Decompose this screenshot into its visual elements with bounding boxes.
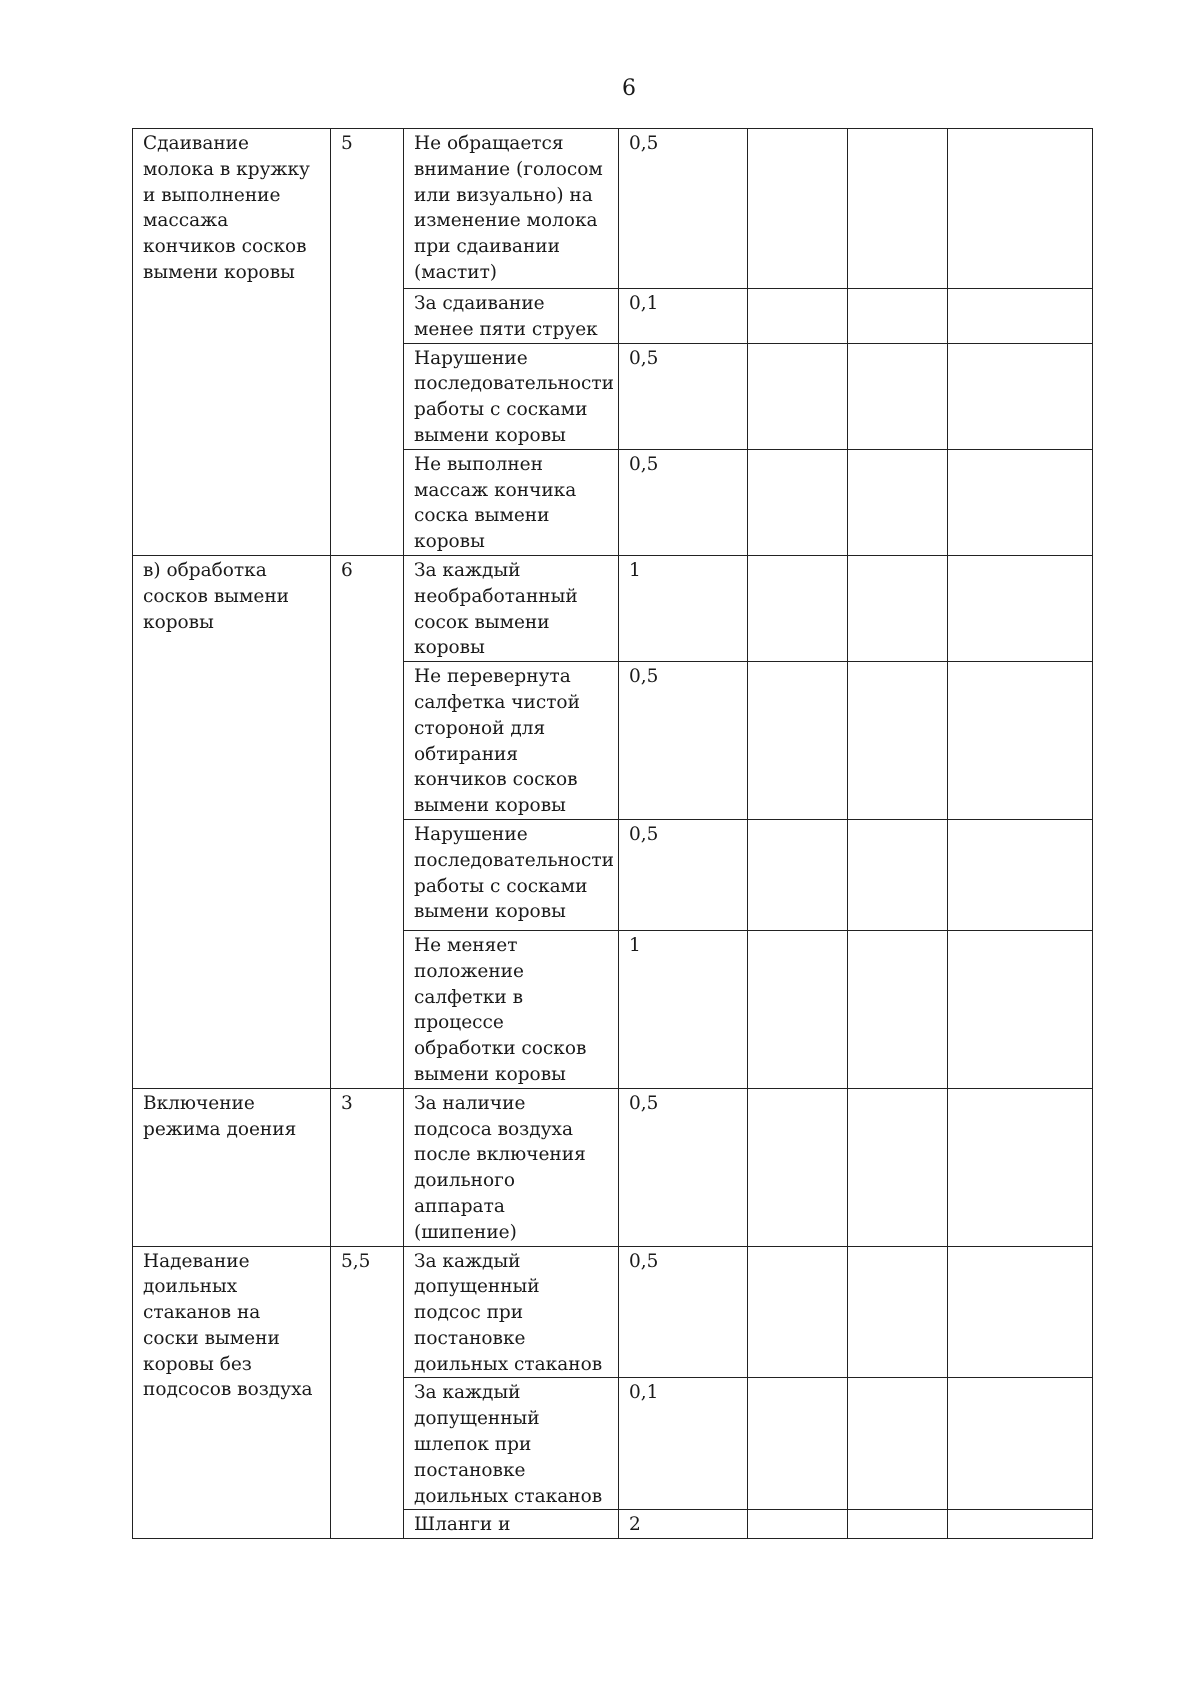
blank-cell [748,555,848,661]
criterion-text: Не меняет положение салфетки в процессе обработки сосков вымени коровы [404,930,619,1088]
blank-cell [848,1246,948,1378]
blank-cell [748,1246,848,1378]
penalty-value: 0,5 [619,1246,748,1378]
blank-cell [748,1510,848,1539]
blank-cell [848,819,948,930]
criterion-text: За каждый допущенный подсос при постановке доильных стаканов [404,1246,619,1378]
blank-cell [948,289,1093,344]
max-points: 3 [331,1088,404,1246]
blank-cell [948,1378,1093,1510]
blank-cell [848,129,948,289]
blank-cell [848,289,948,344]
blank-cell [748,1378,848,1510]
penalty-value: 0,5 [619,819,748,930]
blank-cell [848,1088,948,1246]
blank-cell [748,449,848,555]
table-row [133,129,1093,289]
penalty-value: 0,1 [619,289,748,344]
blank-cell [748,1088,848,1246]
criterion-text: За каждый допущенный шлепок при постановке доильных стаканов [404,1378,619,1510]
blank-cell [948,1246,1093,1378]
blank-cell [948,555,1093,661]
penalty-value: 0,5 [619,662,748,820]
blank-cell [848,930,948,1088]
criterion-text: Нарушение последовательности работы с сосками вымени коровы [404,819,619,930]
penalty-value: 1 [619,555,748,661]
table-row [133,555,1093,661]
penalty-value: 0,5 [619,343,748,449]
criterion-text: Шланги и [404,1510,619,1539]
criterion-text: За сдаивание менее пяти струек [404,289,619,344]
blank-cell [948,1088,1093,1246]
stage-name: Включение режима доения [133,1088,331,1246]
criterion-text: Не перевернута салфетка чистой стороной для обтирания кончиков сосков вымени коровы [404,662,619,820]
penalty-value: 0,5 [619,449,748,555]
blank-cell [848,1510,948,1539]
criterion-text: Не выполнен массаж кончика соска вымени коровы [404,449,619,555]
blank-cell [948,449,1093,555]
blank-cell [848,343,948,449]
criterion-text: За каждый необработанный сосок вымени коровы [404,555,619,661]
blank-cell [748,289,848,344]
blank-cell [848,1378,948,1510]
stage-name: в) обработка сосков вымени коровы [133,555,331,1088]
max-points: 5,5 [331,1246,404,1539]
blank-cell [748,819,848,930]
penalty-value: 0,5 [619,129,748,289]
blank-cell [948,129,1093,289]
criterion-text: Нарушение последовательности работы с сосками вымени коровы [404,343,619,449]
max-points: 5 [331,129,404,556]
criterion-text: За наличие подсоса воздуха после включения доильного аппарата (шипение) [404,1088,619,1246]
penalty-value: 1 [619,930,748,1088]
table-row [133,1088,1093,1246]
blank-cell [748,343,848,449]
page-number: 6 [622,76,636,101]
blank-cell [748,662,848,820]
max-points: 6 [331,555,404,1088]
stage-name: Надевание доильных стаканов на соски вымени коровы без подсосов воздуха [133,1246,331,1539]
assessment-table [132,128,1093,1539]
blank-cell [948,343,1093,449]
blank-cell [848,449,948,555]
blank-cell [848,662,948,820]
penalty-value: 0,5 [619,1088,748,1246]
blank-cell [748,930,848,1088]
blank-cell [948,819,1093,930]
blank-cell [948,1510,1093,1539]
stage-name: Сдаивание молока в кружку и выполнение массажа кончиков сосков вымени коровы [133,129,331,556]
blank-cell [848,555,948,661]
blank-cell [948,930,1093,1088]
table-row [133,1246,1093,1378]
criterion-text: Не обращается внимание (голосом или визуально) на изменение молока при сдаивании (мастит) [404,129,619,289]
penalty-value: 2 [619,1510,748,1539]
penalty-value: 0,1 [619,1378,748,1510]
blank-cell [748,129,848,289]
blank-cell [948,662,1093,820]
